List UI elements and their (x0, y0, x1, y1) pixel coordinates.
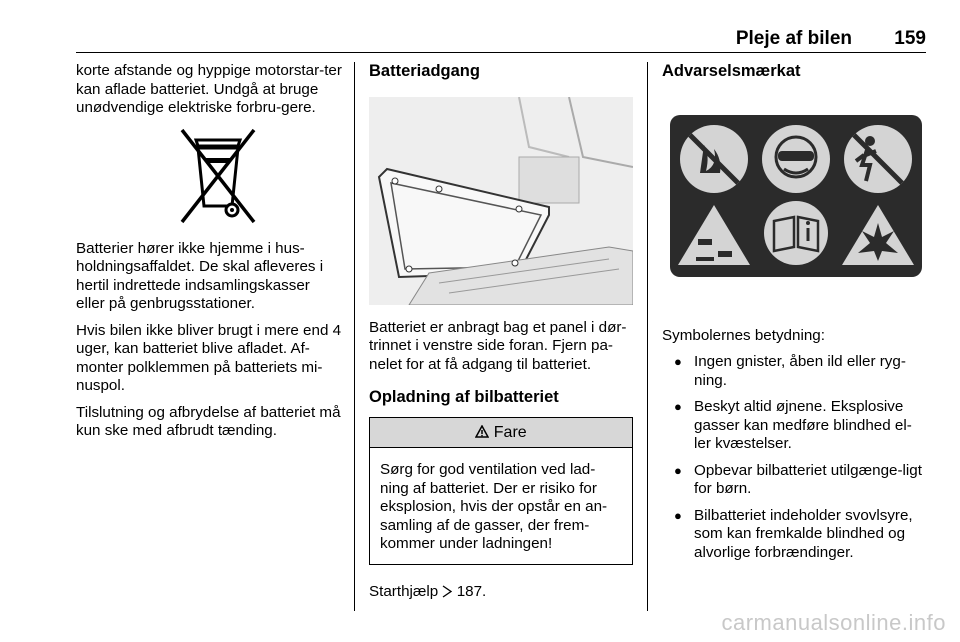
bullet-icon: ● (674, 462, 682, 478)
battery-panel-illustration (369, 97, 633, 305)
jump-start-label: Starthjælp (369, 582, 439, 600)
list-item: ● Beskyt altid øjnene. Eksplosive gasser kan medføre blindhed el-ler kvæstelser. (674, 398, 912, 452)
page-title: Pleje af bilen (735, 28, 852, 49)
symbols-list (662, 353, 928, 562)
jump-start-reference (369, 583, 633, 604)
no-fire-icon (680, 125, 748, 193)
column-left (76, 62, 342, 449)
list-item: ● Opbevar bilbatteriet utilgænge-ligt for børn. (674, 461, 922, 497)
keep-away-children-icon (844, 125, 912, 193)
crossed-bin-icon (76, 126, 342, 236)
paragraph-battery-location: Batteriet er anbragt bag et panel i dør-trinnet i venstre side foran. Fjern pa-nelet for at få adgang til batteriet. (369, 318, 627, 373)
jump-start-page: 187. (456, 582, 487, 600)
column-divider-right (647, 62, 648, 611)
danger-title: Fare (493, 423, 527, 441)
bullet-icon: ● (674, 354, 682, 369)
read-manual-icon (764, 201, 828, 265)
eye-protection-icon (762, 125, 830, 193)
page-number: 159 (894, 28, 926, 49)
column-right (662, 62, 928, 570)
heading-charging: Opladning af bilbatteriet (369, 388, 559, 406)
paragraph-unused-car: Hvis bilen ikke bliver brugt i mere end 4 uger, kan batteriet blive afladet. Af-monter polklemmen på batteriets mi-nuspol. (76, 321, 342, 394)
heading-warning-label: Advarselsmærkat (662, 62, 801, 80)
danger-text: Sørg for god ventilation ved lad-ning af batteriet. Der er risiko for eksplosion, hvis der opstår en an-samling af de gasser, der frem-kommer under ladningen! (380, 461, 608, 552)
danger-box (369, 417, 633, 565)
list-item: ● Ingen gnister, åben ild eller ryg-ning. (674, 353, 906, 389)
page-header (76, 28, 926, 53)
danger-header (370, 418, 632, 449)
watermark: carmanualsonline.info (721, 610, 946, 635)
column-divider-left (354, 62, 355, 611)
column-middle (369, 62, 633, 611)
list-item: ● Bilbatteriet indeholder svovlsyre, som kan fremkalde blindhed og alvorlige forbrændinger. (674, 506, 913, 561)
warning-triangle-icon (475, 424, 493, 441)
heading-battery-access: Batteriadgang (369, 62, 480, 80)
paragraph-connection: Tilslutning og afbrydelse af batteriet må kun ske med afbrudt tænding. (76, 403, 341, 439)
paragraph-disposal: Batterier hører ikke hjemme i hus-holdningsaffaldet. De skal afleveres i hertil indrettede indsamlingskasser eller på genbrugsstationer. (76, 239, 324, 312)
symbols-intro: Symbolernes betydning: (662, 326, 825, 344)
page-reference-arrow-icon (442, 585, 452, 604)
bullet-icon: ● (674, 399, 682, 414)
warning-label-image (670, 115, 928, 277)
paragraph-short-trips: korte afstande og hyppige motorstar-ter kan aflade batteriet. Undgå at bruge unødvendige elektriske forbru-gere. (76, 62, 342, 116)
bullet-icon: ● (674, 507, 682, 523)
